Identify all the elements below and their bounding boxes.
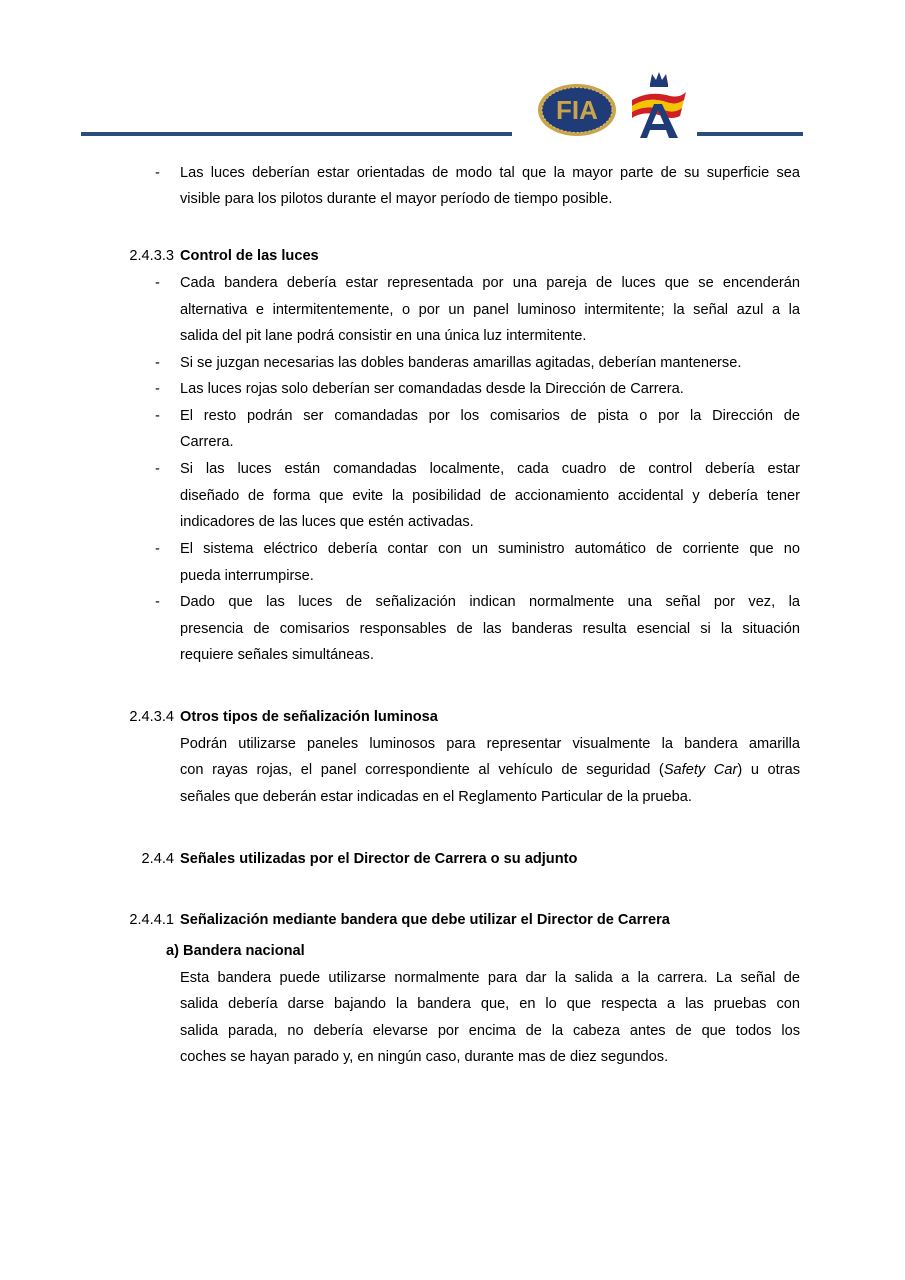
paragraph-line: Dado que las luces de señalización indican normalmente una señal por vez, la [180, 594, 800, 610]
section-heading: Otros tipos de señalización luminosa [180, 709, 438, 725]
paragraph-line: El sistema eléctrico debería contar con un suministro automático de corriente que no [180, 541, 800, 557]
text-run: con rayas rojas, el panel correspondiente al vehículo de seguridad ( [180, 762, 664, 778]
paragraph-line: diseñado de forma que evite la posibilidad de accionamiento accidental y debería tener [180, 488, 800, 504]
paragraph-line: presencia de comisarios responsables de las banderas resulta esencial si la situación [180, 621, 800, 637]
paragraph-line: alternativa e intermitentemente, o por un panel luminoso intermitente; la señal azul a la [180, 302, 800, 318]
section-heading: Control de las luces [180, 248, 319, 264]
subsection-title: Bandera nacional [183, 943, 305, 959]
paragraph-line: Podrán utilizarse paneles luminosos para representar visualmente la bandera amarilla [180, 736, 800, 752]
paragraph-line: indicadores de las luces que estén activadas. [180, 514, 474, 530]
paragraph-line: requiere señales simultáneas. [180, 647, 374, 663]
header-rule-left [81, 132, 512, 136]
intro-line-2: visible para los pilotos durante el mayor período de tiempo posible. [180, 191, 613, 207]
bullet-marker: - [155, 275, 160, 291]
bullet-marker: - [155, 355, 160, 371]
paragraph-line: coches se hayan parado y, en ningún caso, durante mas de diez segundos. [180, 1049, 669, 1065]
section-number: 2.4.4 [141, 851, 174, 867]
paragraph-line: pueda interrumpirse. [180, 568, 314, 584]
paragraph-line: Carrera. [180, 434, 234, 450]
paragraph-line: Si se juzgan necesarias las dobles banderas amarillas agitadas, deberían mantenerse. [180, 355, 742, 371]
text-run: ) u otras [737, 762, 801, 778]
fia-logo-text: FIA [556, 95, 598, 125]
paragraph-line: Esta bandera puede utilizarse normalmente para dar la salida a la carrera. La señal de [180, 970, 800, 986]
fia-logo [536, 82, 618, 138]
paragraph-line: Cada bandera debería estar representada por una pareja de luces que se encenderán [180, 275, 800, 291]
paragraph-line: Las luces rojas solo deberían ser comandadas desde la Dirección de Carrera. [180, 381, 684, 397]
bullet-marker: - [155, 408, 160, 424]
bullet-marker: - [155, 594, 160, 610]
rfea-logo [626, 70, 688, 140]
intro-line-1: Las luces deberían estar orientadas de modo tal que la mayor parte de su superficie sea [180, 165, 800, 181]
subsection-heading [166, 943, 305, 960]
subsection-label: a) [166, 943, 179, 959]
section-number: 2.4.4.1 [129, 912, 174, 928]
paragraph-line [180, 762, 800, 779]
section-heading: Señales utilizadas por el Director de Carrera o su adjunto [180, 851, 578, 867]
paragraph-line: Si las luces están comandadas localmente, cada cuadro de control debería estar [180, 461, 800, 477]
bullet-marker: - [155, 381, 160, 397]
bullet-marker: - [155, 165, 160, 181]
paragraph-line: salida parada, no debería elevarse por encima de la cabeza antes de que todos los [180, 1023, 800, 1039]
header-rule-right [697, 132, 803, 136]
paragraph-line: salida debería darse bajando la bandera que, en lo que respecta a las pruebas con [180, 996, 800, 1012]
bullet-marker: - [155, 541, 160, 557]
paragraph-line: El resto podrán ser comandadas por los comisarios de pista o por la Dirección de [180, 408, 800, 424]
section-number: 2.4.3.4 [129, 709, 174, 725]
section-heading: Señalización mediante bandera que debe utilizar el Director de Carrera [180, 912, 670, 928]
paragraph-line: salida del pit lane podrá consistir en una única luz intermitente. [180, 328, 587, 344]
paragraph-line: señales que deberán estar indicadas en el Reglamento Particular de la prueba. [180, 789, 692, 805]
section-number: 2.4.3.3 [129, 248, 174, 264]
safety-car-term: Safety Car [663, 762, 738, 778]
bullet-marker: - [155, 461, 160, 477]
